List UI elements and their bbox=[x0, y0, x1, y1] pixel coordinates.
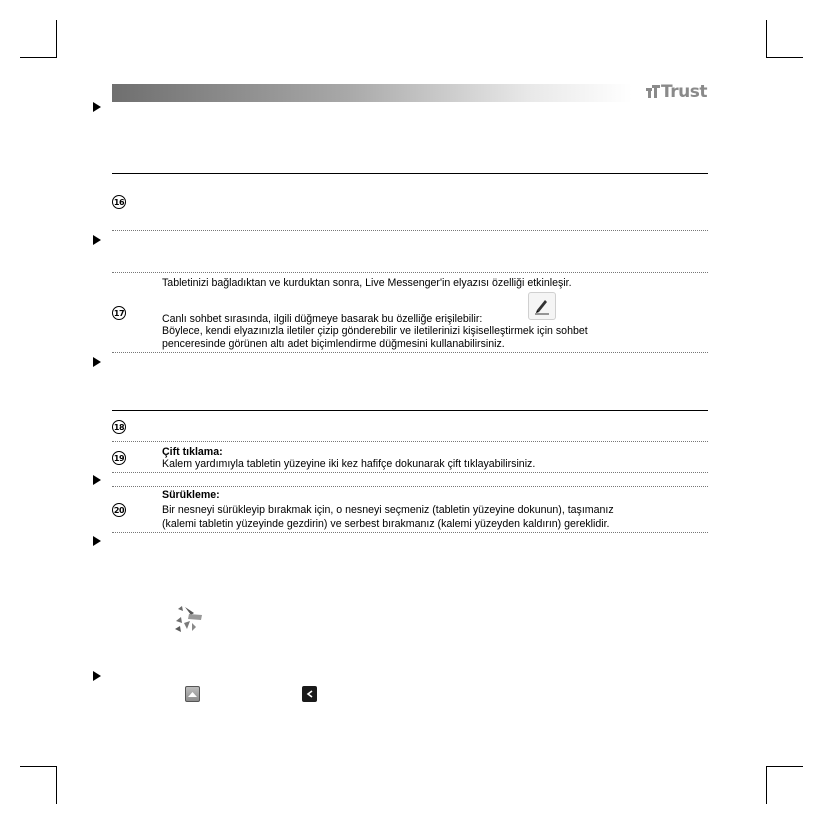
crop-mark-br-horizontal bbox=[766, 766, 803, 767]
s20-line-1: Bir nesneyi sürükleyip bırakmak için, o nesneyi seçmeniz (tabletin yüzeyine dokunun), taşımanız bbox=[162, 504, 614, 516]
step-number-18: 18 bbox=[112, 420, 126, 434]
pen-icon bbox=[529, 293, 555, 319]
section-divider bbox=[112, 472, 708, 473]
bullet-marker bbox=[93, 357, 101, 367]
step-number-16: 16 bbox=[112, 195, 126, 209]
crop-mark-tr-vertical bbox=[766, 20, 767, 58]
section-divider bbox=[112, 352, 708, 353]
step-number-20: 20 bbox=[112, 503, 126, 517]
section-divider bbox=[112, 441, 708, 442]
up-arrow-button-icon bbox=[188, 691, 197, 697]
crop-mark-br-vertical bbox=[766, 766, 767, 804]
section-divider bbox=[112, 230, 708, 231]
back-arrow-button bbox=[302, 686, 317, 702]
s20-line-2: (kalemi tabletin yüzeyinde gezdirin) ve serbest bırakmanız (kalemi yüzeyden kaldırın) gereklidir. bbox=[162, 518, 610, 530]
s17-line-3: Böylece, kendi elyazınızla iletiler çizip gönderebilir ve iletilerinizi kişiselleştirmek için sohbet bbox=[162, 325, 588, 337]
s20-title: Sürükleme: bbox=[162, 489, 220, 501]
handwriting-pen-button bbox=[528, 292, 556, 320]
section-divider bbox=[112, 532, 708, 533]
crop-mark-tl-horizontal bbox=[20, 57, 57, 58]
trust-logo-mark-icon bbox=[646, 85, 660, 99]
step-number-17: 17 bbox=[112, 306, 126, 320]
s17-line-2: Canlı sohbet sırasında, ilgili düğmeye basarak bu özelliğe erişilebilir: bbox=[162, 313, 483, 325]
step-number-19: 19 bbox=[112, 451, 126, 465]
crop-mark-bl-vertical bbox=[56, 766, 57, 804]
bullet-marker bbox=[93, 536, 101, 546]
bullet-marker bbox=[93, 475, 101, 485]
section-divider bbox=[112, 486, 708, 487]
s19-title: Çift tıklama: bbox=[162, 446, 223, 458]
crop-mark-tr-horizontal bbox=[766, 57, 803, 58]
bullet-marker bbox=[93, 235, 101, 245]
flicks-icon bbox=[172, 605, 208, 633]
bullet-marker bbox=[93, 671, 101, 681]
s17-line-4: penceresinde görünen altı adet biçimlendirme düğmesini kullanabilirsiniz. bbox=[162, 338, 505, 350]
header-gradient-bar bbox=[112, 84, 632, 102]
crop-mark-bl-horizontal bbox=[20, 766, 57, 767]
s17-line-1: Tabletinizi bağladıktan ve kurduktan sonra, Live Messenger'in elyazısı özelliği etkinleşir. bbox=[162, 277, 572, 289]
section-rule bbox=[112, 173, 708, 174]
crop-mark-tl-vertical bbox=[56, 20, 57, 58]
bullet-marker bbox=[93, 102, 101, 112]
back-arrow-button-icon bbox=[306, 690, 314, 698]
section-divider bbox=[112, 272, 708, 273]
s19-text: Kalem yardımıyla tabletin yüzeyine iki kez hafifçe dokunarak çift tıklayabilirsiniz. bbox=[162, 458, 536, 470]
trust-logo bbox=[646, 82, 707, 102]
up-arrow-button bbox=[185, 686, 200, 702]
logo-text: Trust bbox=[661, 82, 707, 102]
section-rule bbox=[112, 410, 708, 411]
